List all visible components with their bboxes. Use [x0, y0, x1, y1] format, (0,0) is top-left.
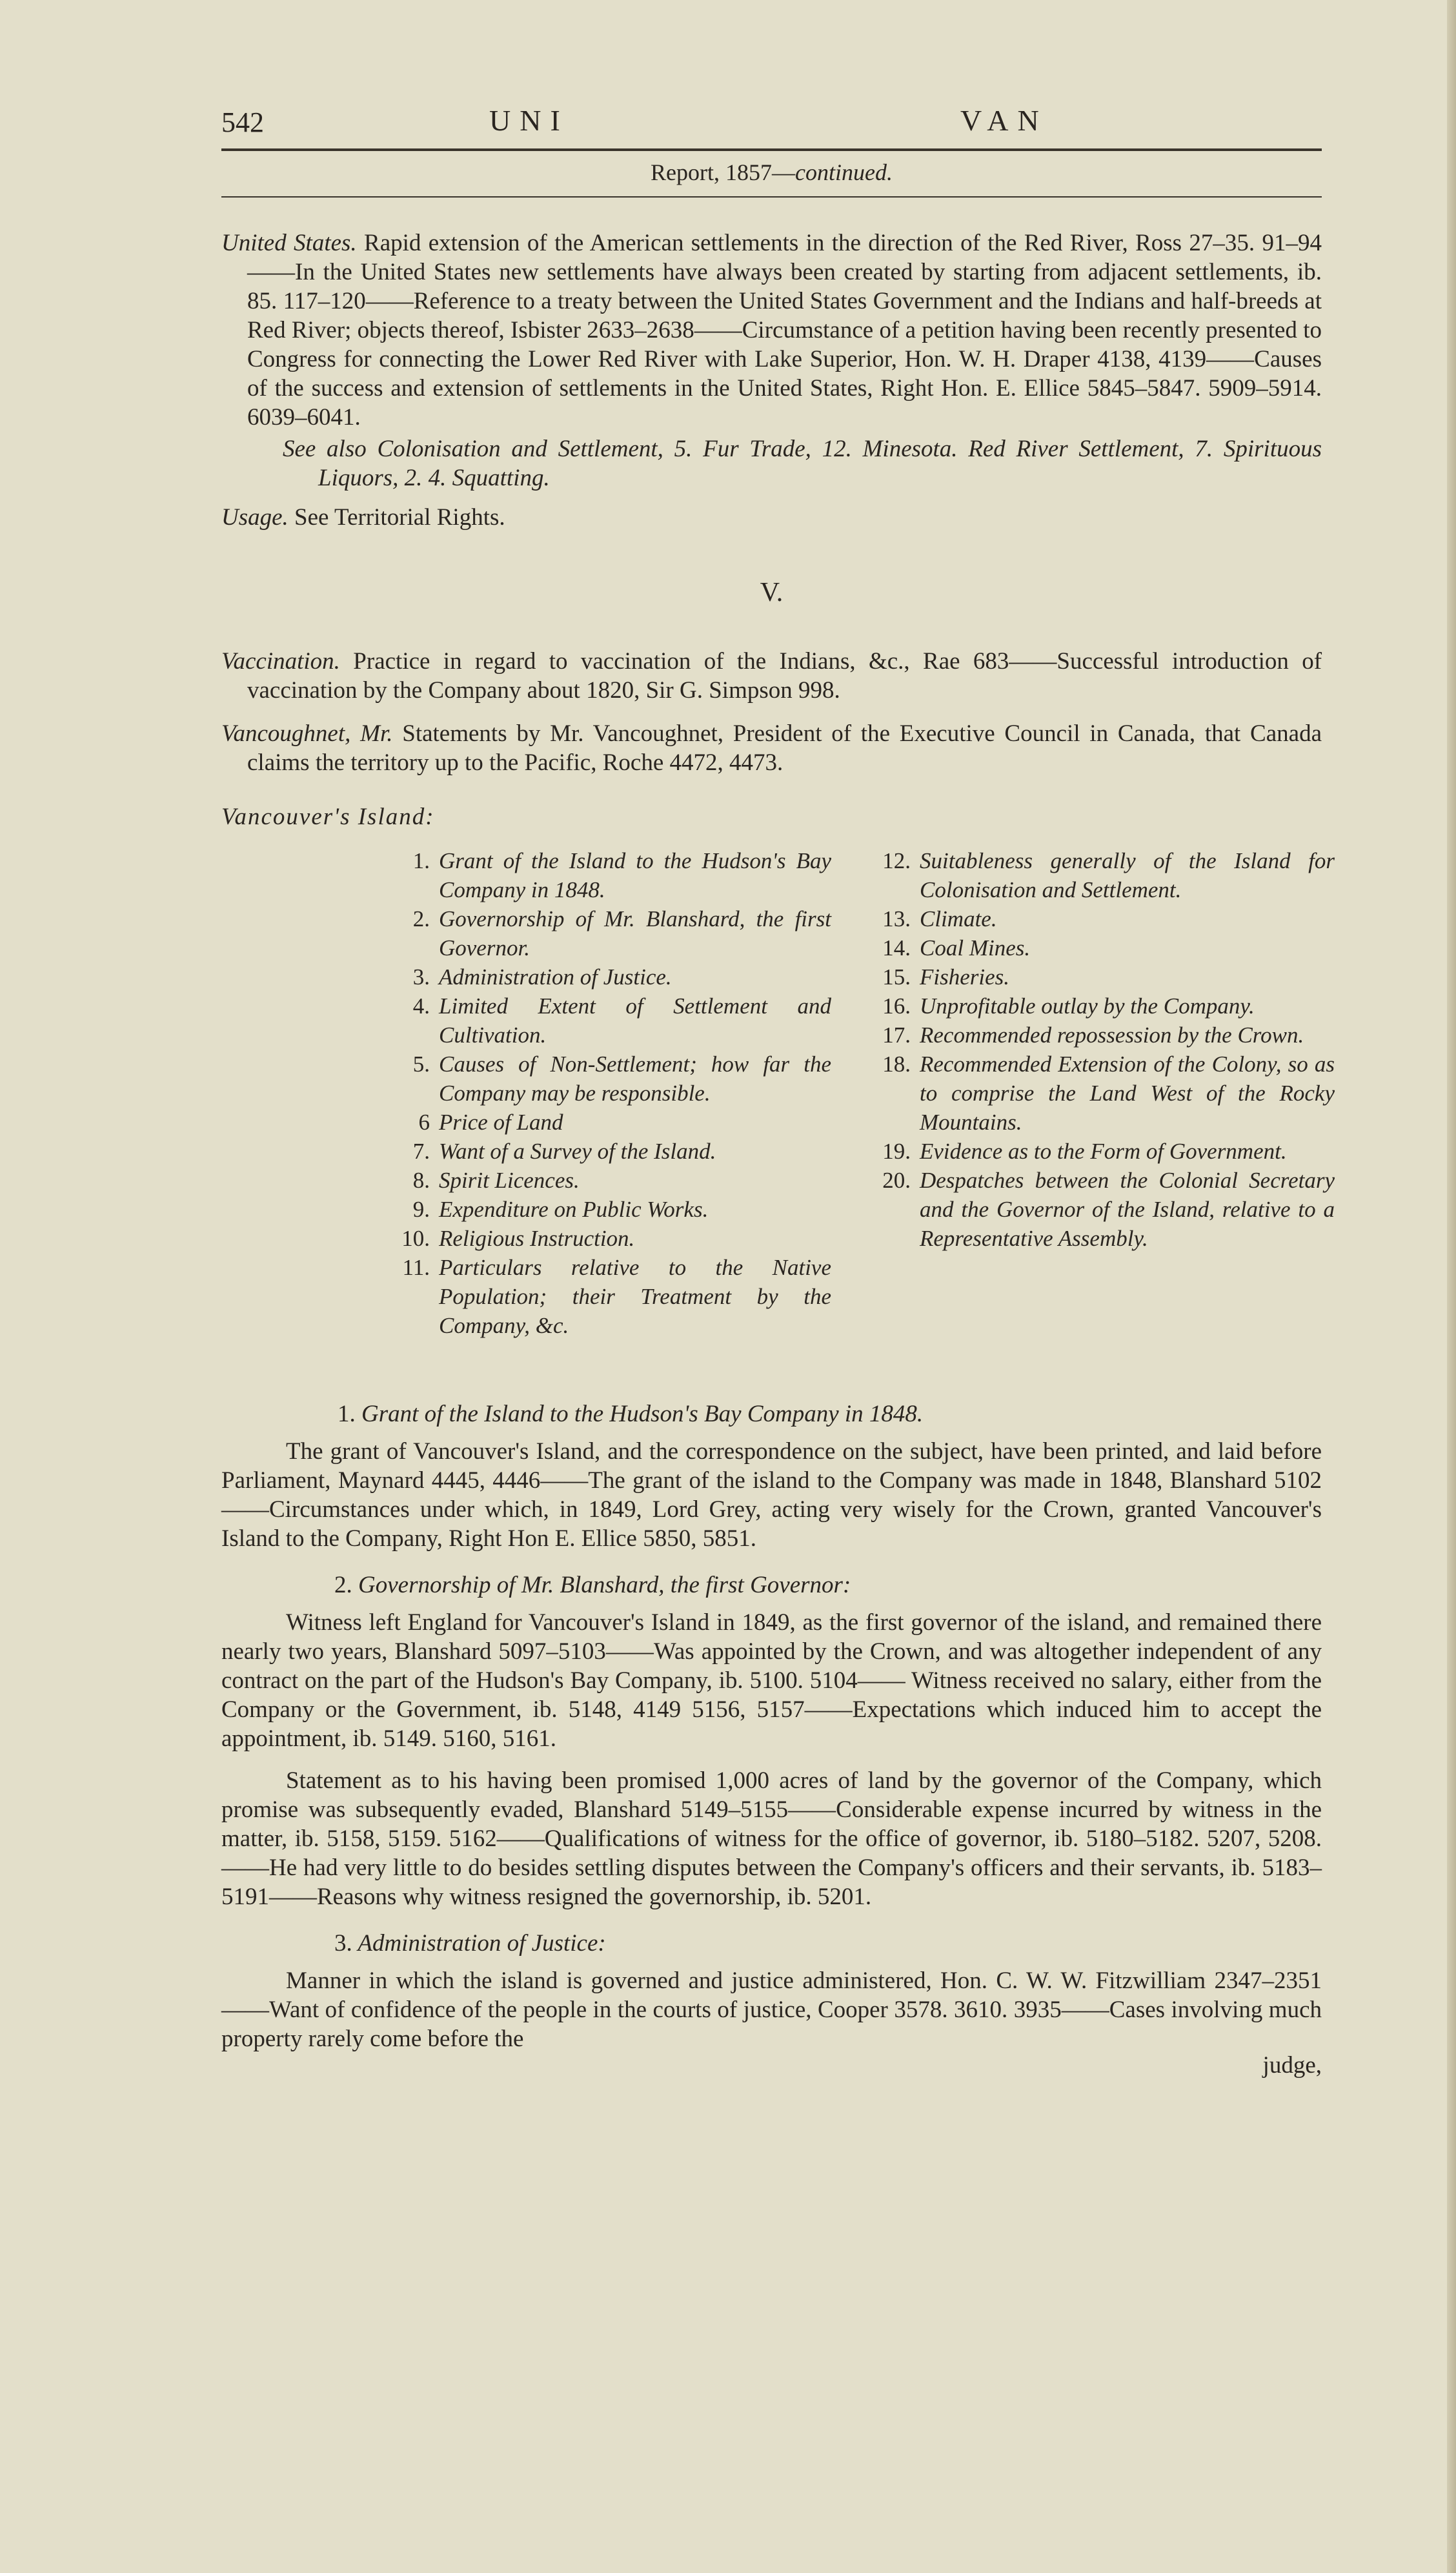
contents-item-text: Recommended repossession by the Crown.	[920, 1022, 1304, 1048]
contents-item-num: 9.	[412, 1197, 430, 1222]
contents-item-text: Spirit Licences.	[439, 1168, 580, 1193]
entry-usage	[221, 503, 1322, 532]
contents-item-num: 7.	[412, 1139, 430, 1164]
page-edge	[1447, 0, 1456, 2573]
section-1-heading	[338, 1400, 1322, 1428]
entry-vancoughnet	[221, 719, 1322, 777]
contents-item-num: 6	[418, 1110, 430, 1135]
contents-item-text: Expenditure on Public Works.	[439, 1197, 709, 1222]
contents-item-num: 15.	[882, 964, 911, 990]
section-3-title: Administration of Justice:	[358, 1930, 606, 1957]
running-head-right: VAN	[960, 104, 1048, 137]
contents-item-num: 11.	[402, 1255, 430, 1280]
contents-item	[386, 1166, 831, 1195]
contents-item	[867, 904, 1335, 933]
section-2-heading	[334, 1571, 1322, 1599]
report-line	[221, 151, 1322, 196]
contents-item-num: 17.	[882, 1022, 911, 1048]
section-1-number: 1.	[338, 1401, 356, 1427]
section-2-paragraph: Statement as to his having been promised 1,000 acres of land by the governor of the Company, which promise was subsequently evaded, Blanshard 5149–5155——Considerable expense incurred by witness in the matter, ib. 5158, 5159. 5162——Qualifications of witness for the office of governor, ib. 5180–5182. 5207, 5208.——He had very little to do besides settling disputes between the Company's officers and their servants, ib. 5183–5191——Reasons why witness resigned the governorship, ib. 5201.	[221, 1767, 1322, 1910]
contents-item-num: 16.	[882, 993, 911, 1019]
section-2-title: Governorship of Mr. Blanshard, the first Governor:	[358, 1572, 851, 1598]
running-head	[221, 97, 1322, 148]
vancouvers-island-heading: Vancouver's Island:	[221, 804, 435, 830]
page	[221, 97, 1335, 2080]
contents-item	[386, 846, 831, 904]
contents-item-num: 2.	[412, 906, 430, 931]
entry-term: Usage.	[221, 504, 288, 531]
see-also: See also Colonisation and Settlement, 5. Fur Trade, 12. Minesota. Red River Settlement, 7. Spirituous Liquors, 2. 4. Squatting.	[283, 436, 1322, 491]
contents-item-text: Want of a Survey of the Island.	[439, 1139, 716, 1164]
contents-item	[386, 1253, 831, 1340]
entry-term: Vaccination.	[221, 648, 340, 675]
contents-item	[867, 1021, 1335, 1050]
page-number: 542	[221, 107, 264, 138]
section-3-paragraph: Manner in which the island is governed and justice administered, Hon. C. W. W. Fitzwilliam 2347–2351——Want of confidence of the people in the courts of justice, Cooper 3578. 3610. 3935——Cases involving much property rarely come before the	[221, 1968, 1322, 2052]
contents-item	[386, 1195, 831, 1224]
contents-item-text: Limited Extent of Settlement and Cultivation.	[439, 993, 831, 1048]
contents-item-num: 14.	[882, 935, 911, 961]
contents-item	[386, 992, 831, 1050]
contents-item-num: 19.	[882, 1139, 911, 1164]
entry-text: See Territorial Rights.	[294, 504, 505, 531]
contents-item-num: 5.	[412, 1052, 430, 1077]
contents-item-num: 4.	[412, 993, 430, 1019]
contents-item-text: Evidence as to the Form of Government.	[920, 1139, 1287, 1164]
section-2-paragraph: Witness left England for Vancouver's Island in 1849, as the first governor of the island, and remained there nearly two years, Blanshard 5097–5103——Was appointed by the Crown, and was altogether independent of any contract on the part of the Hudson's Bay Company, ib. 5100. 5104—— Witness received no salary, either from the Company or the Government, ib. 5148, 4149 5156, 5157——Expectations which induced him to accept the appointment, ib. 5149. 5160, 5161.	[221, 1609, 1322, 1752]
entry-united-states	[221, 229, 1322, 432]
contents-item-text: Recommended Extension of the Colony, so as to comprise the Land West of the Rocky Mountains.	[920, 1052, 1335, 1135]
contents-item-text: Fisheries.	[920, 964, 1010, 990]
contents-left-column	[386, 846, 831, 1340]
contents-item	[386, 962, 831, 992]
entry-term: United States.	[221, 230, 357, 256]
contents-item-num: 3.	[412, 964, 430, 990]
contents-item-text: Suitableness generally of the Island for Colonisation and Settlement.	[920, 848, 1335, 902]
contents-item-text: Despatches between the Colonial Secretary and the Governor of the Island, relative to a Representative Assembly.	[920, 1168, 1335, 1251]
contents-item-text: Coal Mines.	[920, 935, 1031, 961]
contents-right-column	[867, 846, 1335, 1253]
contents-table	[221, 846, 1335, 1382]
section-1-title: Grant of the Island to the Hudson's Bay Company in 1848.	[361, 1401, 924, 1427]
report-line-suffix: continued.	[795, 159, 893, 185]
section-2-number: 2.	[334, 1572, 352, 1598]
contents-item-text: Unprofitable outlay by the Company.	[920, 993, 1255, 1019]
contents-item-text: Climate.	[920, 906, 997, 931]
running-head-left: UNI	[489, 104, 569, 137]
section-1-paragraph: The grant of Vancouver's Island, and the correspondence on the subject, have been printed, and laid before Parliament, Maynard 4445, 4446——The grant of the island to the Company was made in 1848, Blanshard 5102——Circumstances under which, in 1849, Lord Grey, acting very wisely for the Crown, granted Vancouver's Island to the Company, Right Hon E. Ellice 5850, 5851.	[221, 1438, 1322, 1552]
contents-item-num: 12.	[882, 848, 911, 873]
contents-item-text: Grant of the Island to the Hudson's Bay Company in 1848.	[439, 848, 831, 902]
contents-item-num: 1.	[412, 848, 430, 873]
contents-item	[867, 1166, 1335, 1253]
contents-item	[867, 1137, 1335, 1166]
contents-item-text: Causes of Non-Settlement; how far the Company may be responsible.	[439, 1052, 831, 1106]
entry-term: Vancoughnet, Mr.	[221, 720, 393, 747]
contents-item	[386, 1050, 831, 1108]
contents-item	[867, 933, 1335, 962]
section-letter: V.	[760, 578, 784, 607]
contents-item-text: Particulars relative to the Native Population; their Treatment by the Company, &c.	[439, 1255, 831, 1338]
contents-item	[386, 904, 831, 962]
entry-vaccination	[221, 647, 1322, 705]
contents-item-num: 10.	[401, 1226, 430, 1251]
contents-item-text: Price of Land	[439, 1110, 563, 1135]
report-line-prefix: Report, 1857—	[651, 159, 795, 185]
contents-item-num: 20.	[882, 1168, 911, 1193]
contents-item-text: Religious Instruction.	[439, 1226, 635, 1251]
contents-item-text: Administration of Justice.	[439, 964, 672, 990]
contents-item-num: 8.	[412, 1168, 430, 1193]
contents-item	[386, 1108, 831, 1137]
contents-item	[867, 846, 1335, 904]
contents-item	[386, 1137, 831, 1166]
catchword: judge,	[1262, 2052, 1322, 2079]
entry-text: Practice in regard to vaccination of the Indians, &c., Rae 683——Successful introduction of vaccination by the Company about 1820, Sir G. Simpson 998.	[247, 648, 1322, 704]
section-3-heading	[334, 1929, 1322, 1957]
section-3-number: 3.	[334, 1930, 352, 1957]
entry-text: Rapid extension of the American settlements in the direction of the Red River, Ross 27–35. 91–94——In the United States new settlements have always been created by starting from adjacent settlements, ib. 85. 117–120——Reference to a treaty between the United States Government and the Indians and half-breeds at Red River; objects thereof, Isbister 2633–2638——Circumstance of a petition having been recently presented to Congress for connecting the Lower Red River with Lake Superior, Hon. W. H. Draper 4138, 4139——Causes of the success and extension of settlements in the United States, Right Hon. E. Ellice 5845–5847. 5909–5914. 6039–6041.	[247, 230, 1322, 431]
report-rule	[221, 196, 1322, 198]
contents-item	[867, 992, 1335, 1021]
contents-item-num: 13.	[882, 906, 911, 931]
entry-text: Statements by Mr. Vancoughnet, President of the Executive Council in Canada, that Canada claims the territory up to the Pacific, Roche 4472, 4473.	[247, 720, 1322, 776]
contents-item-num: 18.	[882, 1052, 911, 1077]
contents-item	[867, 962, 1335, 992]
contents-item	[867, 1050, 1335, 1137]
contents-item	[386, 1224, 831, 1253]
contents-item-text: Governorship of Mr. Blanshard, the first Governor.	[439, 906, 831, 961]
